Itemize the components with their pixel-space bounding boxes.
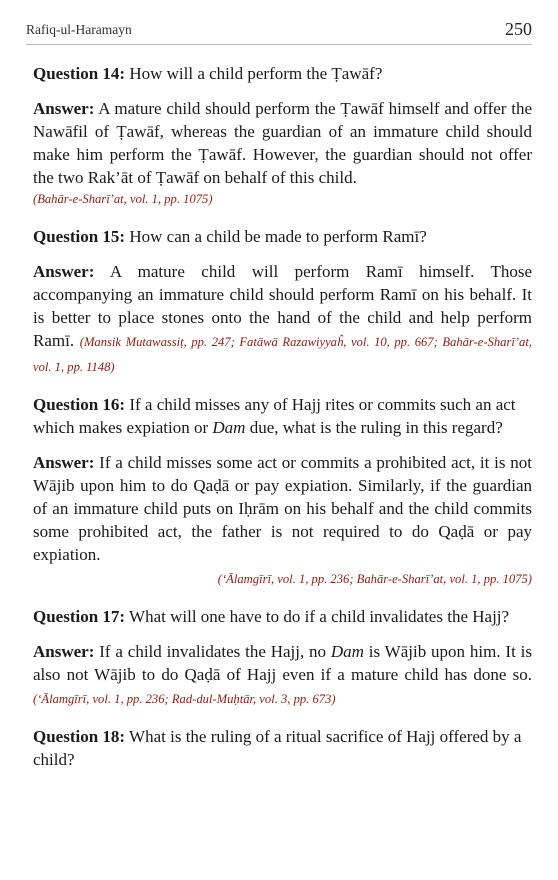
answer-emphasis: Dam <box>330 642 364 661</box>
reference-citation: (‘Ālamgīrī, vol. 1, pp. 236; Bahār-e-Sharī’at, vol. 1, pp. 1075) <box>217 572 532 586</box>
question-text: How will a child perform the Ṭawāf? <box>125 64 383 83</box>
answer-text: A mature child will perform Ramī himself. Those accompanying an immature child should perform Ramī on his behalf. It is better to place stones onto the hand of the child and help perform Ramī. <box>33 262 532 350</box>
question-18 <box>33 725 532 771</box>
question-label: Question 18: <box>33 727 126 746</box>
answer-label: Answer: <box>33 642 95 661</box>
question-text: What is the ruling of a ritual sacrifice of Hajj offered by a child? <box>33 727 522 769</box>
reference-citation: (‘Ālamgīrī, vol. 1, pp. 236; Rad-dul-Muḥtār, vol. 3, pp. 673) <box>33 692 336 706</box>
page-body <box>33 62 532 783</box>
question-17 <box>33 605 532 628</box>
answer-label: Answer: <box>33 99 95 118</box>
question-text: If a child misses any of Hajj rites or commits such an act which makes expiation or <box>33 395 516 437</box>
question-label: Question 14: <box>33 64 126 83</box>
page-header <box>26 18 532 45</box>
answer-label: Answer: <box>33 262 95 281</box>
question-text-cont: due, what is the ruling in this regard? <box>245 418 503 437</box>
book-title: Rafiq-ul-Haramayn <box>26 22 132 37</box>
answer-label: Answer: <box>33 453 95 472</box>
question-15 <box>33 225 532 248</box>
answer-text: If a child misses some act or commits a prohibited act, it is not Wājib upon him to do Qaḍā or pay expiation. Similarly, if the guardian of an immature child puts on Iḥrām on his behalf and the child commits some prohibited act, the father is not required to do Qaḍā or pay expiation. <box>33 453 532 564</box>
question-label: Question 15: <box>33 227 126 246</box>
answer-14 <box>33 97 532 211</box>
question-text: How can a child be made to perform Ramī? <box>125 227 427 246</box>
reference-citation: (Mansik Mutawassiṭ, pp. 247; Fatāwā Razawiyyaĥ, vol. 10, pp. 667; Bahār-e-Sharī’at, vol. 1, pp. 1148) <box>33 335 532 374</box>
question-14 <box>33 62 532 85</box>
question-text: What will one have to do if a child invalidates the Hajj? <box>125 607 510 626</box>
answer-text: If a child invalidates the Hajj, no <box>94 642 331 661</box>
question-emphasis: Dam <box>212 418 246 437</box>
page-number: 250 <box>505 19 532 39</box>
answer-text-cont: is Wājib upon him. It is also not Wājib to do Qaḍā of Hajj even if a mature child has done so. <box>33 642 532 684</box>
answer-17 <box>33 640 532 711</box>
question-16 <box>33 393 532 439</box>
answer-16 <box>33 451 532 591</box>
question-label: Question 17: <box>33 607 126 626</box>
reference-citation: (Bahār-e-Sharī’at, vol. 1, pp. 1075) <box>33 192 213 206</box>
question-label: Question 16: <box>33 395 126 414</box>
answer-15 <box>33 260 532 379</box>
answer-text: A mature child should perform the Ṭawāf himself and offer the Nawāfil of Ṭawāf, whereas the guardian of an immature child should make him perform the Ṭawāf. However, the guardian should not offer the two Rak’āt of Ṭawāf on behalf of this child. <box>33 99 532 187</box>
